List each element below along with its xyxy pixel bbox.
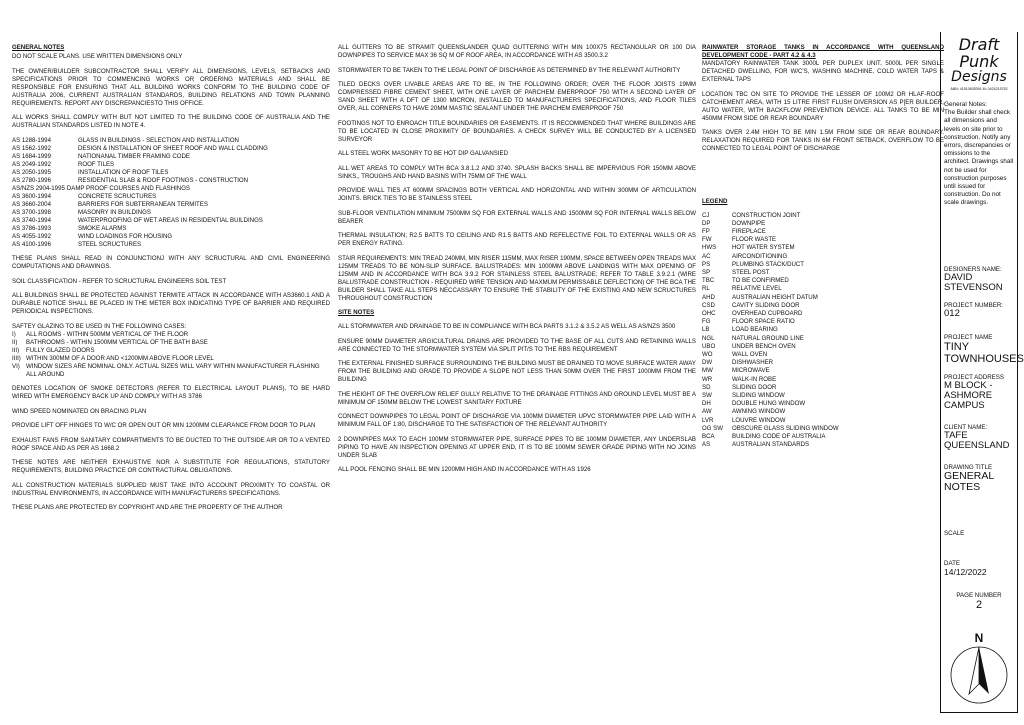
note-para: MANDATORY RAINWATER TANK 3000L PER DUPLEX UNIT, 5000L PER SINGLE DETACHED DWELLING, FOR W/C'S, WASHING MACHINE, COLD WATER TAPS & EXTERNAL TAPS [702,60,944,83]
legend-item: BCA BUILDING CODE OF AUSTRALIA [702,432,826,440]
glazing-heading: SAFTEY GLAZING TO BE USED IN THE FOLLOWING CASES: [12,322,187,330]
legend-item: FG FLOOR SPACE RATIO [702,318,795,326]
legend-item: NGL NATURAL GROUND LINE [702,334,804,342]
standard-item: AS 3600-1994 CONCRETE SCRUCTURES [12,192,157,200]
north-label: N [974,631,984,645]
construction-notes-column [338,44,696,481]
glazing-block [12,323,330,379]
project-name-label: PROJECT NAME [944,334,993,341]
project-number-label: PROJECT NUMBER: [944,302,1004,309]
legend-item: MW MICROWAVE [702,367,770,375]
drawing-title-label: DRAWING TITLE [944,464,993,471]
standard-item: AS 1562-1992 DESIGN & INSTALLATION OF SHEET ROOF AND WALL CLADDING [12,144,268,152]
project-address-label: PROJECT ADDRESS [944,374,1005,381]
legend-item: LB LOAD BEARING [702,326,778,334]
glazing-item: VI) WINDOW SIZES ARE NOMINAL ONLY. ACTUAL SIZES WILL VARY WITHIN MANUFACTURER FLASHING ALL AROUND [12,362,320,378]
project-address-value: M BLOCK - ASHMORE CAMPUS [944,380,993,411]
legend-item: OG SW OBSCURE GLASS SLIDING WINDOW [702,424,839,432]
note-para: ALL POOL FENCING SHALL BE MIN 1200MM HIGH AND IN ACCORDANCE WITH AS 1926 [338,466,591,473]
standard-item: AS 4055-1992 WIND LOADINGS FOR HOUSING [12,232,173,240]
note-para: ENSURE 90MM DIAMETER ARGICULTURAL DRAINS ARE PROVIDED TO THE BASE OF ALL CUTS AND RETAINING WALLS ARE CONNECTED TO THE STORMWATER SYSTEM VIA SPLIT PIT/S TO THE RBS REQUIREMENT [338,337,696,353]
standard-item: AS 4100-1996 STEEL SCRUCTURES [12,240,142,248]
note-para: TANKS OVER 2.4M HIGH TO BE MIN 1.5M FROM SIDE OR REAR BOUNDARY. RELAXATION REQUIRED FOR TANKS IN 6M FRONT SETBACK, OVERFLOW TO BE CONNECTED TO LEGAL POINT OF DISCHARGE [702,129,944,152]
legend-item: DP DOWNPIPE [702,219,766,227]
title-notes-text: The Builder shall check all dimensions and levels on site prior to construction. Notify any errors, discrepancies or omissions to the architect. Drawings shall not be used for construction purposes until issued for construction. Do not scale drawings. [944,109,1014,207]
legend-item: WO WALL OVEN [702,350,768,358]
note-para: ALL CONSTRUCTION MATERIALS SUPPLIED MUST TAKE INTO ACCOUNT PROXIMITY TO COASTAL OR INDUSTRIAL ENVIRONMENTS, IN ACCORDANCE WITH MANUFACTURERS SPECIFICATIONS. [12,481,330,497]
designer-label: DESIGNERS NAME: [944,266,1002,273]
compass-icon [949,644,1009,706]
standards-list [12,137,330,249]
legend-item: SP STEEL POST [702,268,770,276]
logo-line-1: Draft Punk [958,35,1000,71]
standard-item: AS 2049-1992 ROOF TILES [12,160,115,168]
standard-item: AS 1684-1999 NATIONANAL TIMBER FRAMING CODE [12,152,190,160]
page-number-value: 2 [975,599,983,611]
glazing-item: I) ALL ROOMS - WITHIN 500MM VERTICAL OF THE FLOOR [12,330,189,338]
note-para: ALL GUTTERS TO BE STRAMIT QUEENSLANDER QUAD GUTTERING WITH MIN 100X75 RECTANGULAR OR 100 DIA DOWNPIPES TO SERVICE MAX 36 SQ M OF ROOF AREA, IN ACCORDANCE WITH AS 3500.3.2 [338,44,696,59]
scale-label: SCALE [944,530,965,537]
standard-item: AS 3660-2004 BARRIERS FOR SUBTERRANEAN TERMITES [12,200,208,208]
glazing-item: III) FULLY GLAZED DOORS [12,346,95,354]
legend-item: UBO UNDER BENCH OVEN [702,342,796,350]
legend-item: DW DISHWASHER [702,359,774,367]
note-para: THESE PLANS SHALL READ IN CONJUNCTIONJ WITH ANY SCRUCTURAL AND CIVIL ENGINEERING COMPUTATIONS AND DRAWINGS. [12,255,330,270]
legend-item: WR WALK-IN ROBE [702,375,777,383]
legend-item: LVR LOUVRE WINDOW [702,416,786,424]
rainwater-legend-column [702,44,944,449]
title-block-notes [941,101,1017,208]
standard-item: AS/NZS 2904-1995 DAMP PROOF COURSES AND FLASHINGS [12,184,190,192]
standard-item: AS 3786-1993 SMOKE ALARMS [12,224,127,232]
note-para: SUB-FLOOR VENTILATION MINIMUM 7500MM SQ FOR EXTERNAL WALLS AND 1500MM SQ FOR INTERNAL WALLS BELOW BEARER [338,209,696,225]
project-number-value: 012 [944,308,960,319]
legend-item: FP FIREPLACE [702,227,766,235]
note-para: THE HEIGHT OF THE OVERFLOW RELIEF GULLY RELATIVE TO THE DRAINAGE FITTINGS AND GROUND LEVEL MUST BE A MINIMUM OF 150MM BELOW THE LOWEST SANITARY FIXTURE [338,390,696,406]
note-para: EXHAUST FANS FROM SANITARY COMPARTMENTS TO BE DUCTED TO THE OUTSIDE AIR OR TO A VENTED ROOF SPACE AND AS PER AS 1668.2 [12,436,330,452]
note-para: WIND SPEED NOMINATED ON BRACING PLAN [12,407,147,415]
note-para: THESE PLANS ARE PROTECTED BY COPYRIGHT AND ARE THE PROPERTY OF THE AUTHOR [12,504,283,511]
date-value: 14/12/2022 [944,567,987,577]
date-label: DATE [944,560,961,567]
note-para: 2 DOWNPIPES MAX TO EACH 100MM STORMWATER PIPE, SURFACE PIPES TO BE 100MM DIAMETER, ANY UNDERSLAB PIPING TO HAVE AN INSPECTION OPENING AT UPPER END, IT IS TO BE 100MM SEWER GRADE PIPING WITH NO JOINS UNDER SLAB [338,435,696,459]
note-para: THESE NOTES ARE NEITHER EXHAUSTIVE NOR A SUBSTITUTE FOR REGULATIONS, STATUTORY REQUIREMENTS, BUILDING PRACTICE OR CONTRACTURAL OBLIGATIONS. [12,459,330,474]
legend-item: CSD CAVITY SLIDING DOOR [702,301,800,309]
legend-heading: LEGEND [702,197,728,205]
note-para: SOIL CLASSIFICATION - REFER TO SCRUCTURAL ENGINEERS SOIL TEST [12,277,227,285]
legend-item: SW SLIDING WINDOW [702,391,785,399]
standard-item: AS 3700-1998 MASONRY IN BUILDINGS [12,208,151,216]
legend-item: DH DOUBLE HUNG WINDOW [702,400,806,408]
note-para: ALL STEEL WORK MASONRY TO BE HOT DIP GALVANSIED [338,150,508,157]
note-para: PROVIDE LIFT OFF HINGES TO W/C OR OPEN OUT OR MIN 1200MM CLEARANCE FROM DOOR TO PLAN [12,422,316,429]
note-para: THERMAL INSULATION; R2.5 BATTS TO CEILING AND R1.5 BATTS AND REFELECTIVE FOIL TO EXTERNAL WALLS OR AS PER ENERGY RATING. [338,232,696,247]
legend-item: AC AIRCONDITIONING [702,252,788,260]
note-para: PROVIDE WALL TIES AT 600MM SPACINGS BOTH VERTICAL AND HORIZONTAL AND WITHIN 300MM OF ARTICULATION JOINTS. BRICK TIES TO BE STAINLESS STEEL [338,187,696,202]
note-para: FOOTINGS NOT TO ENROACH TITLE BOUNDARIES OR EASEMENTS. IT IS RECOMMENDED THAT WHERE BUILDINGS ARE TO BE LOCATED IN CLOSE PROXIMITY OF BOUNDARIES. A CHECK SURVEY WILL BE CONDUCTED BY A LICENSED SURVEYOR [338,119,696,143]
note-para: CONNECT DOWNPIPES TO LEGAL POINT OF DISCHARGE VIA 100MM DIAMETER UPVC STORMWATER PIPE LAID WITH A MINIMUM FALL OF 1:80, DISCHARGE TO THE SATISFACTION OF THE RELEVANT AUTHORITY [338,413,696,428]
note-para: ALL BUILDINGS SHALL BE PROTECTED AGAINST TERMITE ATTACK IN ACCORDANCE WITH AS3660.1 AND A DURABLE NOTICE SHALL BE PLACED IN THE METER BOX INDICATING TYPE OF BARRIER AND REQUIRED PERIODICAL INSPECTIONS. [12,292,330,315]
note-para: ALL STORMWATER AND DRAINAGE TO BE IN COMPLIANCE WITH BCA PARTS 3.1.2 & 3.5.2 AS WELL AS AS/NZS 3500 [338,323,676,330]
legend-item: TBC TO BE CONFIRMED [702,277,789,285]
client-label: CLIENT NAME: [944,424,988,431]
drawing-sheet [8,32,1024,712]
legend-item: FW FLOOR WASTE [702,236,777,244]
note-para: ALL WET AREAS TO COMPLY WITH BCA 3.8.1.2 AND 3740. SPLASH BACKS SHALL BE IMPERVIOUS FOR 150MM ABOVE SINKS,, TROUGHS AND HAND BASINS WITH 75MM OF THE WALL [338,164,696,180]
legend-item: SD SLIDING DOOR [702,383,777,391]
legend-item: AHD AUSTRALIAN HEIGHT DATUM [702,293,818,301]
note-para: DO NOT SCALE PLANS. USE WRITTEN DIMENSIONS ONLY [12,53,183,60]
legend-list [702,212,944,450]
legend-item: AS AUSTRALIAN STANDARDS [702,441,810,449]
general-notes-column [12,44,330,519]
north-arrow [941,632,1017,711]
note-para: THE EXTERNAL FINISHED SURFACE SURROUNDING THE BUILDING MUST BE DRAINED TO MOVE SURFACE WATER AWAY FROM THE BUILDING AND GRADE TO PROVIDE A SLOPE NOT LESS THAN 50MM OVER THE FIRST 1000MM FROM THE BUILDING [338,360,696,383]
client-value: TAFE QUEENSLAND [944,430,1010,451]
designer-value: DAVID STEVENSON [944,272,1003,293]
legend-item: HWS HOT WATER SYSTEM [702,244,795,252]
standard-item: AS 2050-1995 INSTALLATION OF ROOF TILES [12,168,169,176]
legend-item: PS PLUMBING STACK/DUCT [702,260,805,268]
note-para: ALL WORKS SHALL COMPLY WITH BUT NOT LIMITED TO THE BUILDING CODE OF AUSTRALIA AND THE AUSTRALIAN STANDARDS LISTED IN NOTE 4. [12,114,330,129]
legend-item: RL RELATIVE LEVEL [702,285,782,293]
standard-item: AS 1288-1994 GLASS IN BUILDINGS - SELECTION AND INSTALLATION [12,136,239,144]
standard-item: AS 3740-1994 WATERPROOFING OF WET AREAS IN RESIDENTIAL BUILDINGS [12,216,263,224]
drawing-title-value: GENERAL NOTES [944,470,994,493]
glazing-item: II) BATHROOMS - WITHIN 1500MM VERTICAL OF THE BATH BASE [12,338,208,346]
abn-text: ABN: 41510635391 M: 0424215752 [950,87,1008,91]
title-block [940,32,1024,713]
note-para: THE OWNER/BUILDER SUBCONTRACTOR SHALL VERIFY ALL DIMENSIONS, LEVELS, SETBACKS AND SPECIFICATIONS PRIOR TO COMMENCING WORKS OR ORDERING MATERIALS AND SHALL BE RESPONSIBLE FOR ENSURING THAT ALL BUILDING WORKS CONFORM TO THE BUILDING CODE OF AUSTRALIA 2006, CURRENT AUSTRALIAN STANDARDS, BUILDING RELATIONS AND TOWN PLANNING REQUIREMENTS. REPORT ANY DISCREPANCIESTO THIS OFFICE. [12,67,330,107]
project-name-value: TINY TOWNHOUSES [944,341,1024,365]
title-notes-heading: General Notes: [944,101,987,108]
rainwater-heading: RAINWATER STORAGE TANKS IN ACCORDANCE WITH QUEENSLAND DEVELOPMENT CODE - PART 4.2 & 4.3 [702,44,944,59]
legend-item: CJ CONSTRUCTION JOINT [702,211,801,219]
site-notes-heading: SITE NOTES [338,309,375,316]
note-para: LOCATION TBC ON SITE TO PROVIDE THE LESSER OF 100M2 OR HLAF-ROOF CATCHEMENT AREA, WITH 15 LITRE FIRST FLUSH DIVERSION AS P[ER BUILDER, AUTO WATER, WITH BACKFLOW PREVENTION DEVICE. ALL TANKS TO BE MIN 450MM FROM SIDE OR REAR BOUNDARY [702,90,944,122]
legend-item: OHC OVERHEAD CUPBOARD [702,309,803,317]
general-notes-heading: GENERAL NOTES [12,44,65,51]
standard-item: AS 2780-1996 RESIDENTIAL SLAB & ROOF FOOTINGS - CONSTRUCTION [12,176,249,184]
glazing-item: IIII) WITHIN 300MM OF A DOOR AND <1200MM ABOVE FLOOR LEVEL [12,354,214,362]
logo-line-2: Designs [951,69,1007,85]
note-para: STAIR REQUIREMENTS: MIN TREAD 240MM, MIN RISER 115MM, MAX RISER 190MM, SPACE BETWEEN OPEN TREADS MAX 125MM TREADS TO BE NON-SLIP SURFACE. BALUSTRADES: MIN 1000MM ABOVE LANDINGS WITH MAX OPENING OF 125MM AND IN ACCORDANCE WITH BCA 3.9.2 FOR STAINLESS STEEL BALUSTRADE; REFER TO TABLE 3.9.2.1 (WIRE BALUSTRADE CONSTRUCTION - REQUIRED WIRE TENSION AND MAXMUM PERMISSABLE DEFLECTION) OF THE BCA THE BUILDER SHALL TAKE ALL STEPS NECCASSARY TO ENSURE THE STABILITY OF THE EXISTING AND NEW SCRUCTURES THROUGHOUT CONSTRUCTION [338,254,697,302]
legend-item: AW AWNING WINDOW [702,408,786,416]
note-para: TILED DECKS OVER LIVABLE AREAS ARE TO BE, IN THE FOLLOWING ORDER; OVER THE FLOOR JOISTS 19MM COMPRESSED FIBRE CEMENT SHEET, WITH ONE LAYER OF PARCHEM EMERPROOF 750 WITH A SECOND LAYER OF SAND SHEET WITH A DFT OF 1300 MICRON, INSTALLED TO MANUFACTURERS SPECIFICATIONS, AND FLOOR TILES OVER, ALL CORNERS TO HAVE 20MM MASTIC SEALANT UNDER THE PARCHEM EMERPROOF 750 [338,81,696,112]
note-para: STORMWATER TO BE TAKEN TO THE LEGAL POINT OF DISCHARGE AS DETERMINED BY THE RELEVANT AUTHORITY [338,66,681,74]
page-number-label: PAGE NUMBER [956,592,1002,599]
note-para: DENOTES LOCATION OF SMOKE DETECTORS (REFER TO ELECTRICAL LAYOUT PLANS), TO BE HARD WIRED WITH EMERGENCY BACK UP AND COMPLY WITH AS 3786 [12,385,330,400]
